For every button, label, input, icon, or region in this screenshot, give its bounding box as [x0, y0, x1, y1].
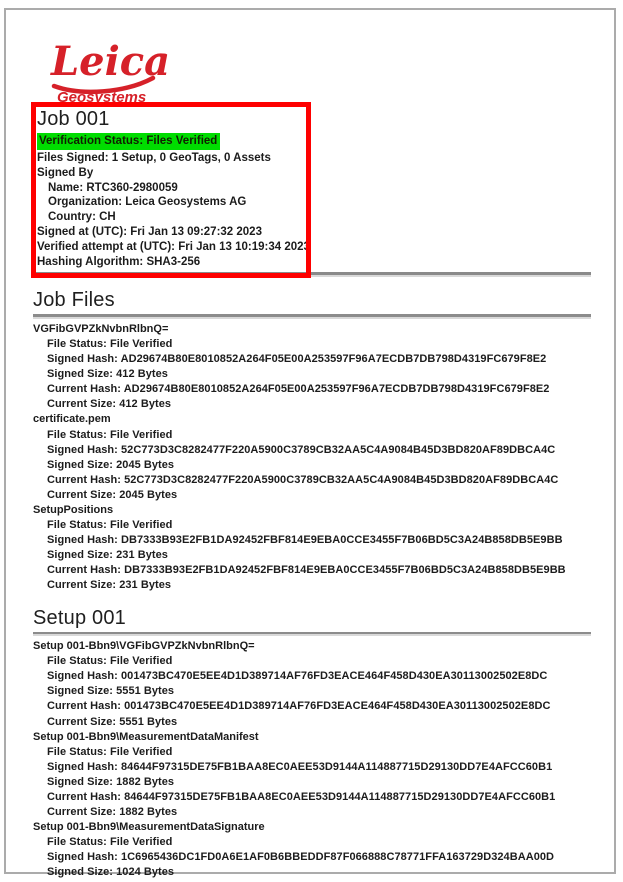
file-detail: Signed Size: 5551 Bytes — [47, 685, 175, 698]
section-title-rule — [33, 632, 591, 635]
file-detail: Signed Hash: DB7333B93E2FB1DA92452FBF814E9EBA0CCE3455F7B06BD5C3A24B858DB5E9BB — [47, 534, 563, 547]
file-detail: Signed Size: 231 Bytes — [47, 549, 168, 562]
file-name: Setup 001-Bbn9\MeasurementDataManifest — [33, 730, 259, 743]
file-entry — [33, 412, 591, 503]
file-detail: Current Size: 231 Bytes — [47, 579, 172, 592]
file-name: VGFibGVPZkNvbnRlbnQ= — [33, 322, 169, 335]
summary-line: Organization: Leica Geosystems AG — [48, 196, 247, 209]
logo-wordmark: Leica — [51, 38, 171, 85]
job-title: Job 001 — [37, 108, 110, 130]
file-name: Setup 001-Bbn9\VGFibGVPZkNvbnRlbnQ= — [33, 640, 255, 653]
file-entry — [33, 820, 591, 880]
file-entry — [33, 639, 591, 730]
file-detail: Signed Size: 412 Bytes — [47, 368, 168, 381]
logo-subbrand: Geosystems — [57, 89, 147, 106]
file-entry — [33, 322, 591, 413]
file-detail: Current Hash: DB7333B93E2FB1DA92452FBF814E9EBA0CCE3455F7B06BD5C3A24B858DB5E9BB — [47, 564, 566, 577]
section-setup-001 — [33, 607, 591, 881]
file-sections — [33, 289, 591, 880]
file-detail: Signed Hash: 001473BC470E5EE4D1D389714AF76FD3EACE464F458D430EA30113002502E8DC — [47, 670, 548, 683]
leica-logo — [47, 36, 171, 106]
entry-list — [33, 322, 591, 594]
report-page — [4, 8, 616, 879]
report-content — [6, 10, 614, 879]
section-title-rule — [33, 314, 591, 317]
summary-line: Files Signed: 1 Setup, 0 GeoTags, 0 Assets — [37, 152, 271, 164]
section-title: Job Files — [33, 289, 115, 312]
summary-line: Country: CH — [48, 211, 116, 224]
summary-line: Signed By — [37, 166, 94, 179]
file-detail: Signed Hash: 1C6965436DC1FD0A6E1AF0B6BBEDDF87F066888C78771FFA163729D324BAA00D — [47, 851, 555, 864]
section-title: Setup 001 — [33, 606, 126, 629]
status-line — [37, 132, 591, 150]
file-name: SetupPositions — [33, 504, 114, 516]
file-detail: File Status: File Verified — [47, 655, 173, 668]
file-detail: Signed Size: 2045 Bytes — [47, 458, 175, 471]
file-detail: Signed Hash: AD29674B80E8010852A264F05E00A253597F96A7ECDB7DB798D4319FC679F8E2 — [47, 353, 547, 366]
summary-line: Name: RTC360-2980059 — [48, 181, 178, 194]
file-name: certificate.pem — [33, 413, 111, 426]
file-detail: File Status: File Verified — [47, 337, 173, 350]
file-detail: Signed Size: 1024 Bytes — [47, 866, 175, 879]
file-name: Setup 001-Bbn9\MeasurementDataSignature — [33, 821, 265, 834]
file-entry — [33, 503, 591, 594]
entry-list — [33, 639, 591, 881]
file-detail: Current Hash: 84644F97315DE75FB1BAA8EC0AEE53D9144A114887715D29130DD7E4AFCC60B1 — [47, 791, 556, 803]
file-detail: File Status: File Verified — [47, 836, 173, 849]
file-detail: Signed Hash: 52C773D3C8282477F220A5900C3789CB32AA5C4A9084B45D3BD820AF89DBCA4C — [47, 443, 556, 456]
file-detail: File Status: File Verified — [47, 519, 173, 532]
file-detail: Current Size: 412 Bytes — [47, 398, 172, 411]
file-entry — [33, 730, 591, 821]
file-detail: Current Hash: 001473BC470E5EE4D1D389714AF76FD3EACE464F458D430EA30113002502E8DC — [47, 700, 551, 713]
file-detail: Signed Hash: 84644F97315DE75FB1BAA8EC0AEE53D9144A114887715D29130DD7E4AFCC60B1 — [47, 760, 553, 773]
file-detail: Current Size: 5551 Bytes — [47, 715, 178, 728]
section-job-files — [33, 289, 591, 593]
file-detail: Current Hash: 52C773D3C8282477F220A5900C3789CB32AA5C4A9084B45D3BD820AF89DBCA4C — [47, 473, 559, 486]
file-detail: Current Hash: AD29674B80E8010852A264F05E00A253597F96A7ECDB7DB798D4319FC679F8E2 — [47, 383, 550, 396]
job-summary-lines — [37, 151, 591, 269]
file-detail: Signed Size: 1882 Bytes — [47, 775, 175, 788]
file-detail: Current Size: 1882 Bytes — [47, 806, 178, 819]
summary-line: Hashing Algorithm: SHA3-256 — [37, 255, 201, 268]
summary-line: Signed at (UTC): Fri Jan 13 09:27:32 2023 — [37, 225, 262, 238]
summary-line: Verified attempt at (UTC): Fri Jan 13 10:19:34 2023 — [37, 240, 310, 253]
file-detail: File Status: File Verified — [47, 428, 173, 441]
file-detail: File Status: File Verified — [47, 745, 173, 758]
file-detail: Current Size: 2045 Bytes — [47, 488, 178, 501]
verification-status: Verification Status: Files Verified — [37, 133, 220, 150]
section-end-divider — [33, 272, 591, 275]
